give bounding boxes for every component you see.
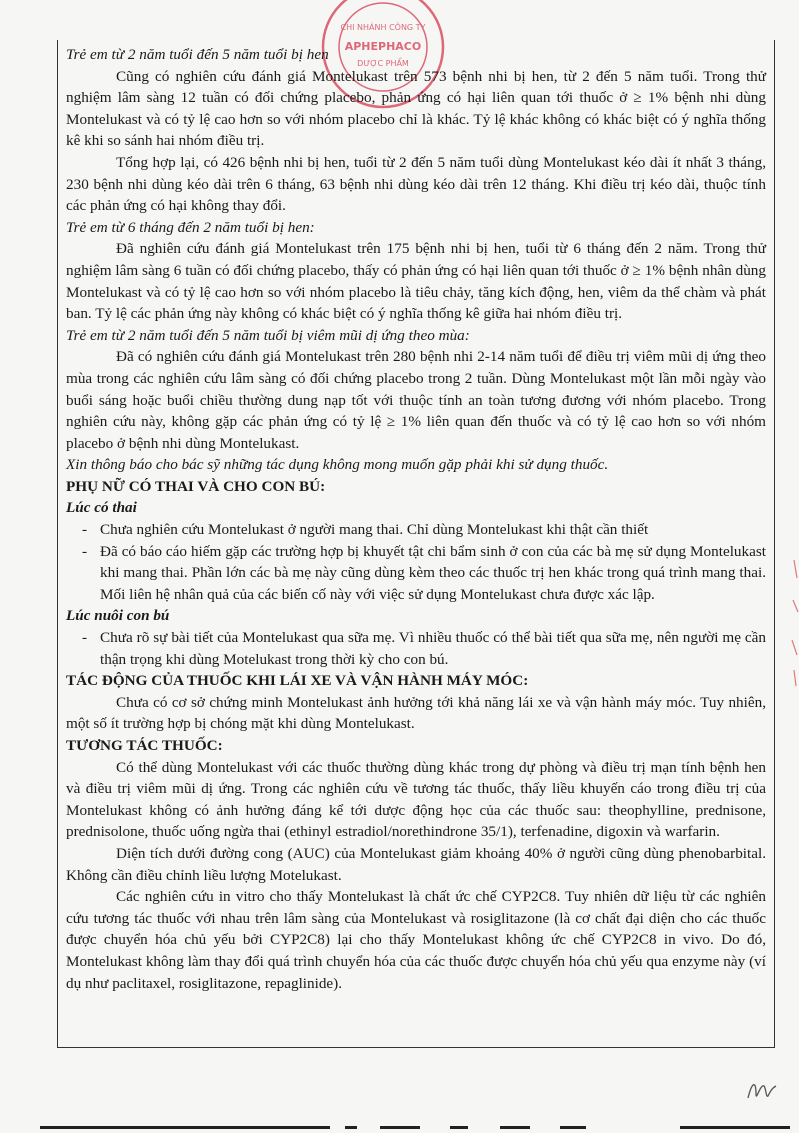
list-item: - Chưa nghiên cứu Montelukast ở người mang thai. Chỉ dùng Montelukast khi thật cần thiết xyxy=(82,519,766,541)
scan-edge-marks xyxy=(784,560,799,690)
paragraph: Chưa có cơ sở chứng minh Montelukast ảnh hưởng tới khả năng lái xe và vận hành máy móc. Tuy nhiên, một số ít trường hợp bị chóng mặt khi dùng Montelukast. xyxy=(66,693,766,733)
section-heading-interactions: TƯƠNG TÁC THUỐC: xyxy=(66,737,223,754)
svg-text:CHI NHÁNH CÔNG TY: CHI NHÁNH CÔNG TY xyxy=(340,23,426,32)
document-body xyxy=(66,44,766,994)
subheading-children-6m-2y-asthma: Trẻ em từ 6 tháng đến 2 năm tuổi bị hen: xyxy=(66,218,315,236)
paragraph: Có thể dùng Montelukast với các thuốc thường dùng khác trong dự phòng và điều trị mạn tính bệnh hen và điều trị viêm mũi dị ứng. Trong các nghiên cứu về tương tác thuốc, thấy liều khuyến cáo trong điều trị của Montelukast không có ảnh hưởng đáng kể tới dược động học của các thuốc sau: theophylline, prednisone, prednisolone, thuốc uống ngừa thai (ethinyl estradiol/norethindrone 35/1), terfenadine, digoxin và warfarin. xyxy=(66,758,766,841)
dash-bullet-icon: - xyxy=(82,521,88,539)
signature-mark xyxy=(744,1076,780,1106)
subheading-breastfeeding: Lúc nuôi con bú xyxy=(66,607,170,625)
list-item: - Đã có báo cáo hiếm gặp các trường hợp bị khuyết tật chi bẩm sinh ở con của các bà mẹ sử dụng Montelukast khi mang thai. Phần lớn các bà mẹ này cũng dùng kèm theo các thuốc trị hen khác trong quá trình mang thai. Mối liên hệ nhân quả của các biến cố này với việc sử dụng Montelukast chưa được xác lập. xyxy=(82,541,766,606)
subheading-pregnancy: Lúc có thai xyxy=(66,499,137,517)
subheading-children-2-5-asthma: Trẻ em từ 2 năm tuổi đến 5 năm tuổi bị hen xyxy=(66,46,329,63)
notice-text: Xin thông báo cho bác sỹ những tác dụng không mong muốn gặp phải khi sử dụng thuốc. xyxy=(66,456,609,474)
svg-text:APHEPHACO: APHEPHACO xyxy=(344,40,422,53)
section-heading-pregnancy: PHỤ NỮ CÓ THAI VÀ CHO CON BÚ: xyxy=(66,477,326,495)
dash-bullet-icon: - xyxy=(82,629,88,647)
paragraph: Diện tích dưới đường cong (AUC) của Montelukast giảm khoảng 40% ở người cũng dùng phenobarbital. Không cần điều chỉnh liều lượng Motelukast. xyxy=(66,844,766,884)
subheading-children-rhinitis: Trẻ em từ 2 năm tuổi đến 5 năm tuổi bị viêm mũi dị ứng theo mùa: xyxy=(66,326,470,344)
section-heading-driving: TÁC ĐỘNG CỦA THUỐC KHI LÁI XE VÀ VẬN HÀNH MÁY MÓC: xyxy=(66,672,529,690)
paragraph: Đã có nghiên cứu đánh giá Montelukast trên 280 bệnh nhi 2-14 năm tuổi để điều trị viêm mũi dị ứng theo mùa trong các nghiên cứu lâm sàng có đối chứng placebo trong 2 tuần. Dùng Montelukast một lần mỗi ngày vào buổi sáng hoặc buổi chiều thường dung nạp tốt với thuộc tính an toàn tương đương với nhóm placebo. Trong nghiên cứu này, không gặp các phản ứng có tỷ lệ ≥ 1% liên quan đến thuốc và có tỷ lệ cao hơn so với nhóm placebo ở bệnh nhi dùng Montelukast. xyxy=(66,348,766,452)
paragraph: Các nghiên cứu in vitro cho thấy Montelukast là chất ức chế CYP2C8. Tuy nhiên dữ liệu từ các nghiên cứu tương tác thuốc với nhau trên lâm sàng của Montelukast và rosiglitazone (là cơ chất đại diện cho các thuốc được chuyển hóa chủ yếu bởi CYP2C8) lại cho thấy Montelukast không ức chế CYP2C8 in vivo. Do đó, Montelukast không làm thay đổi quá trình chuyển hóa của các thuốc được chuyển hóa chủ yếu qua enzyme này (ví dụ như paclitaxel, rosiglitazone, repaglinide). xyxy=(66,888,766,992)
dash-bullet-icon: - xyxy=(82,542,88,560)
paragraph: Cũng có nghiên cứu đánh giá Montelukast trên 573 bệnh nhi bị hen, từ 2 đến 5 năm tuổi. Trong thử nghiệm lâm sàng 12 tuần có đối chứng placebo, phản ứng có hại liên quan tới thuốc ở ≥ 1% bệnh nhi dùng Montelukast và có tỷ lệ cao hơn so với nhóm placebo chỉ là khác. Tỷ lệ khác không có khác biệt có ý nghĩa thống kê khi so sánh hai nhóm điều trị. xyxy=(66,67,766,150)
list-item: - Chưa rõ sự bài tiết của Montelukast qua sữa mẹ. Vì nhiều thuốc có thể bài tiết qua sữa mẹ, nên người mẹ cần thận trọng khi dùng Motelukast trong thời kỳ cho con bú. xyxy=(82,627,766,670)
svg-text:DƯỢC PHẨM: DƯỢC PHẨM xyxy=(357,59,409,68)
scan-bottom-marks xyxy=(0,1122,799,1133)
paragraph: Đã nghiên cứu đánh giá Montelukast trên 175 bệnh nhi bị hen, tuổi từ 6 tháng đến 2 năm. Trong thử nghiệm lâm sàng 6 tuần có đối chứng placebo, thấy có phản ứng có hại liên quan tới thuốc ở ≥ 1% bệnh nhân dùng Montelukast và có tỷ lệ cao hơn so với nhóm placebo là tiêu chảy, tăng kích động, hen, viêm da thể chàm và phát ban. Tỷ lệ các phản ứng này không có khác biệt có ý nghĩa thống kê giữa hai nhóm điều trị. xyxy=(66,240,766,323)
paragraph: Tổng hợp lại, có 426 bệnh nhi bị hen, tuổi từ 2 đến 5 năm tuổi dùng Montelukast kéo dài ít nhất 3 tháng, 230 bệnh nhi dùng kéo dài trên 6 tháng, 63 bệnh nhi dùng kéo dài trên 12 tháng. Khi điều trị kéo dài, thuộc tính các phản ứng có hại không thay đổi. xyxy=(66,153,766,215)
